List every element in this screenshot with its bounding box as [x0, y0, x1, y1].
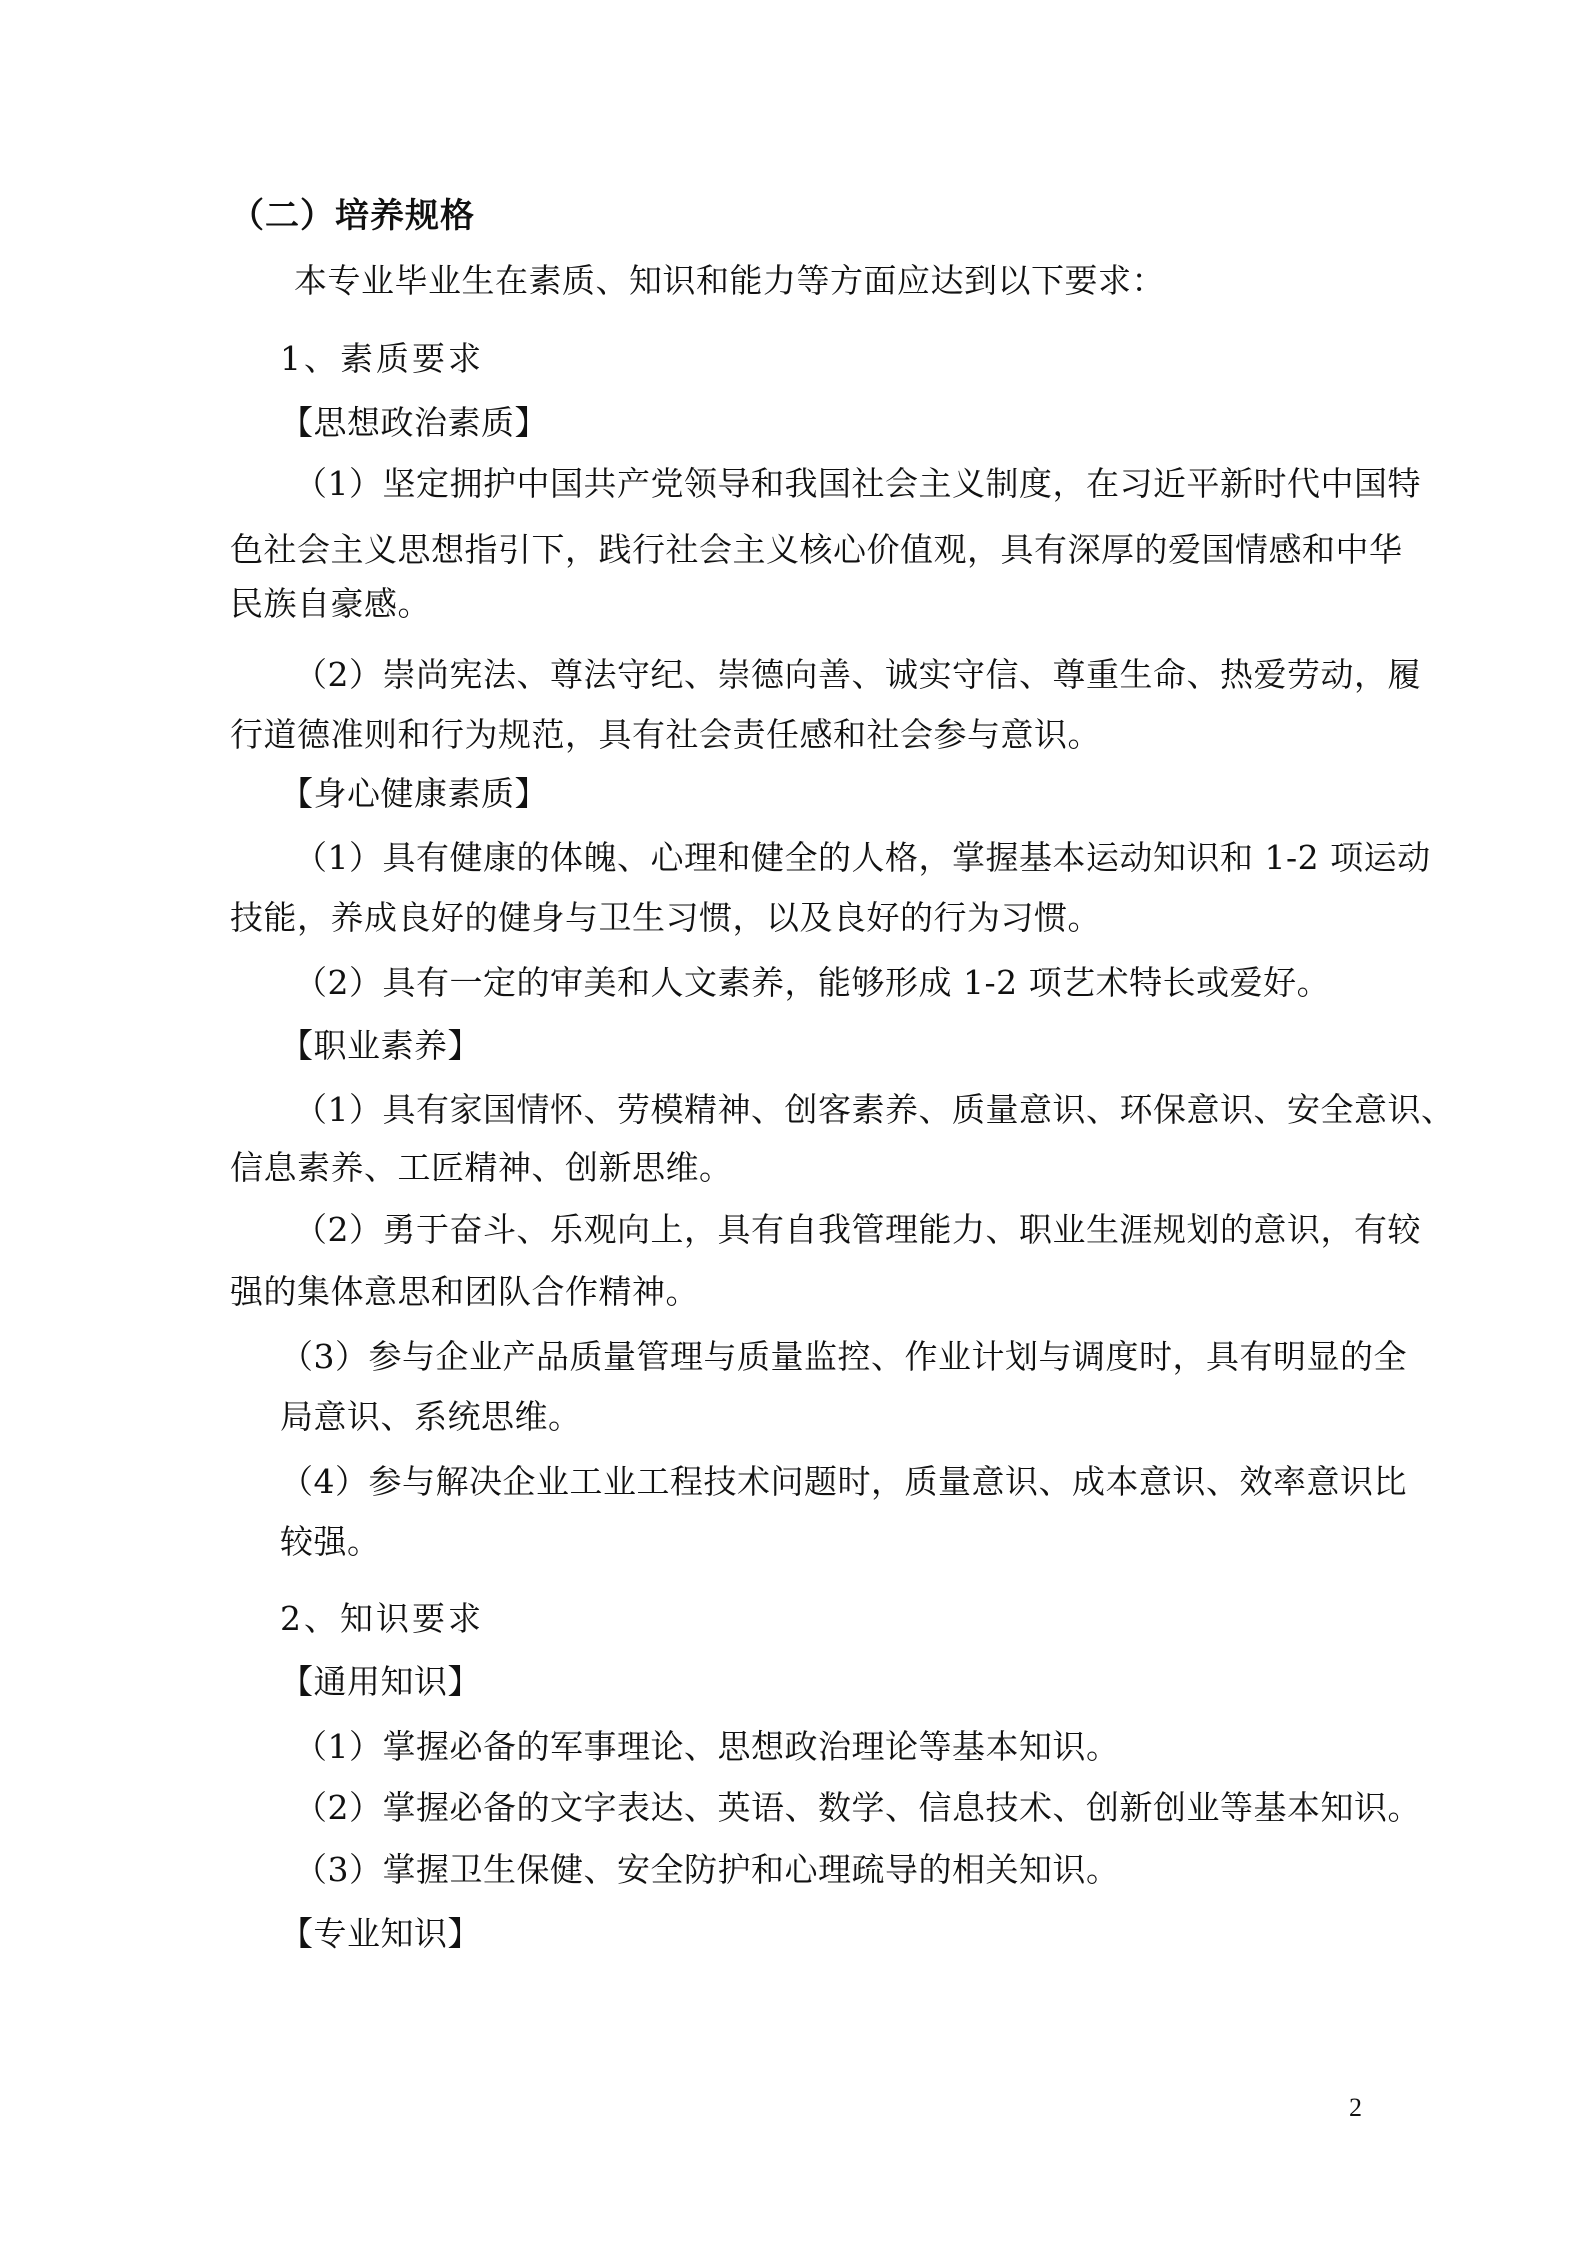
professional-item3-line1: （3）参与企业产品质量管理与质量监控、作业计划与调度时，具有明显的全: [280, 1337, 1407, 1376]
general-knowledge-item3: （3）掌握卫生保健、安全防护和心理疏导的相关知识。: [294, 1850, 1120, 1889]
health-label: 【身心健康素质】: [280, 774, 548, 813]
intro-paragraph: 本专业毕业生在素质、知识和能力等方面应达到以下要求：: [294, 261, 1165, 300]
ideological-item1-line2: 色社会主义思想指引下，践行社会主义核心价值观，具有深厚的爱国情感和中华: [230, 530, 1403, 569]
quality-heading: 1、素质要求: [280, 339, 484, 378]
professional-item2-line1: （2）勇于奋斗、乐观向上，具有自我管理能力、职业生涯规划的意识，有较: [294, 1210, 1421, 1249]
ideological-label: 【思想政治素质】: [280, 403, 548, 442]
page-number: 2: [1349, 2093, 1362, 2122]
ideological-item1-line1: （1）坚定拥护中国共产党领导和我国社会主义制度，在习近平新时代中国特: [294, 464, 1421, 503]
health-item1-line2: 技能，养成良好的健身与卫生习惯，以及良好的行为习惯。: [230, 898, 1101, 937]
professional-label: 【职业素养】: [280, 1026, 481, 1065]
general-knowledge-item1: （1）掌握必备的军事理论、思想政治理论等基本知识。: [294, 1727, 1120, 1766]
professional-item1-line2: 信息素养、工匠精神、创新思维。: [230, 1148, 733, 1187]
knowledge-heading: 2、知识要求: [280, 1599, 484, 1638]
general-knowledge-label: 【通用知识】: [280, 1662, 481, 1701]
specialized-knowledge-label: 【专业知识】: [280, 1914, 481, 1953]
ideological-item2-line2: 行道德准则和行为规范，具有社会责任感和社会参与意识。: [230, 715, 1101, 754]
section-title: （二）培养规格: [230, 196, 475, 236]
professional-item4-line2: 较强。: [280, 1522, 381, 1561]
ideological-item2-line1: （2）崇尚宪法、尊法守纪、崇德向善、诚实守信、尊重生命、热爱劳动，履: [294, 655, 1421, 694]
ideological-item1-line3: 民族自豪感。: [230, 584, 431, 623]
health-item2-line1: （2）具有一定的审美和人文素养，能够形成 1-2 项艺术特长或爱好。: [294, 963, 1331, 1002]
general-knowledge-item2: （2）掌握必备的文字表达、英语、数学、信息技术、创新创业等基本知识。: [294, 1788, 1421, 1827]
professional-item3-line2: 局意识、系统思维。: [280, 1397, 582, 1436]
professional-item4-line1: （4）参与解决企业工业工程技术问题时，质量意识、成本意识、效率意识比: [280, 1462, 1407, 1501]
professional-item1-line1: （1）具有家国情怀、劳模精神、创客素养、质量意识、环保意识、安全意识、: [294, 1090, 1455, 1129]
health-item1-line1: （1）具有健康的体魄、心理和健全的人格，掌握基本运动知识和 1-2 项运动: [294, 838, 1431, 877]
professional-item2-line2: 强的集体意思和团队合作精神。: [230, 1272, 699, 1311]
